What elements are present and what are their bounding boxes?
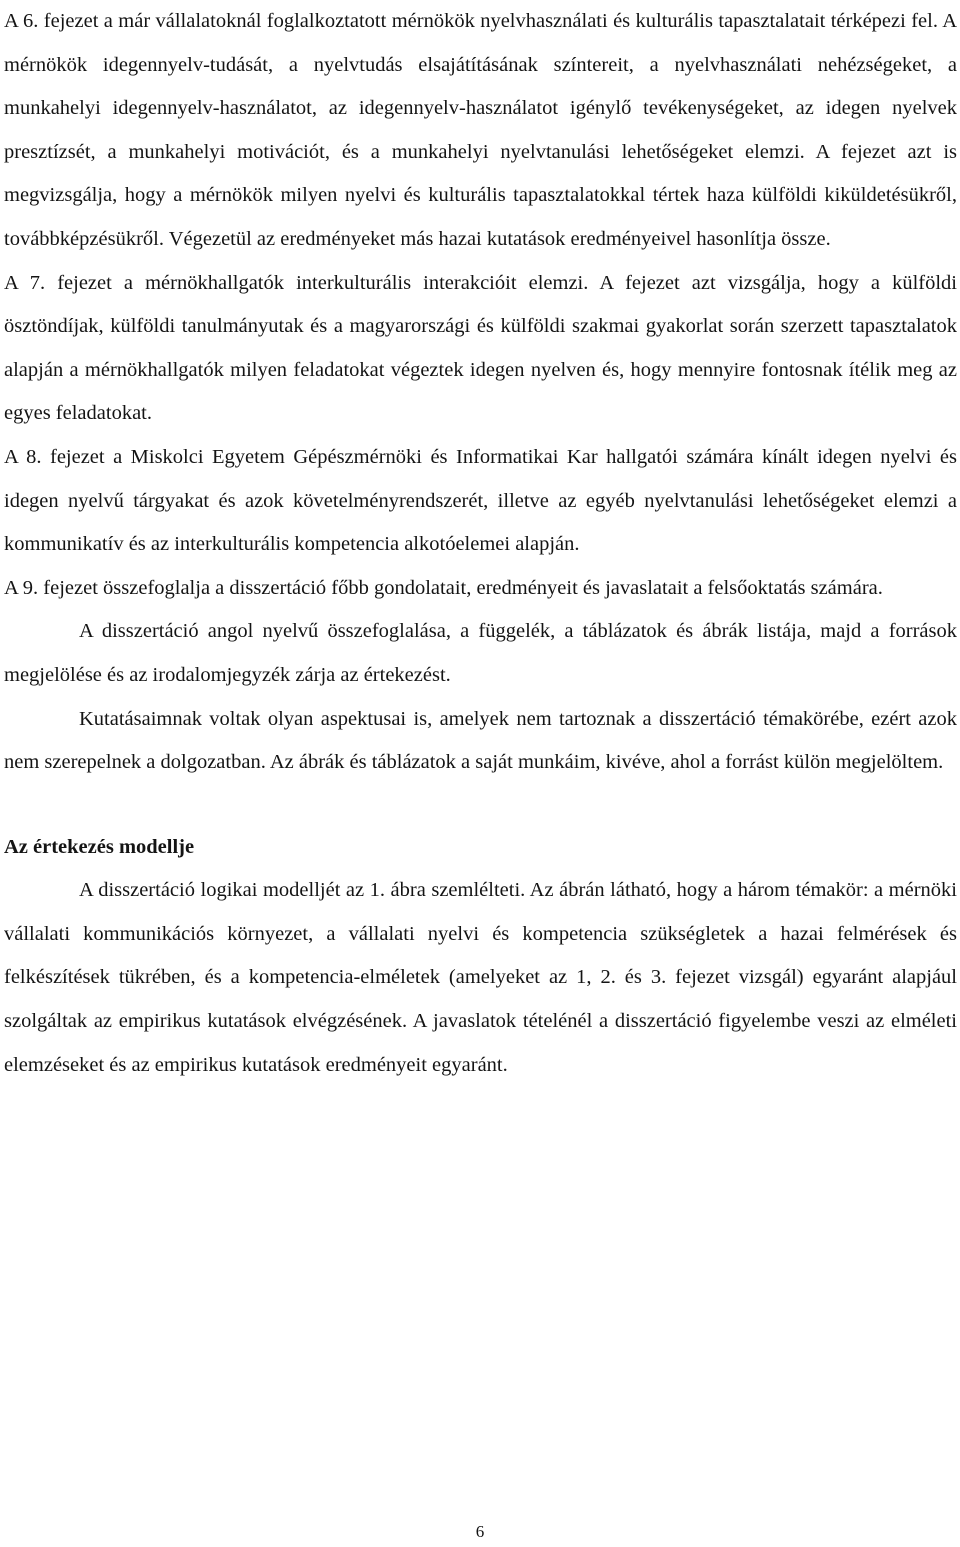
paragraph-chapter-7: A 7. fejezet a mérnökhallgatók interkulturális interakcióit elemzi. A fejezet azt vizsgálja, hogy a külföldi ösztöndíjak, külföldi tanulmányutak és a magyarországi és külföldi szakmai gyakorlat során szerzett tapasztalatok alapján a mérnökhallgatók milyen feladatokat végeztek idegen nyelven és, hogy mennyire fontosnak ítélik meg az egyes feladatokat. [4, 271, 957, 425]
paragraph-appendix: A disszertáció angol nyelvű összefoglalása, a függelék, a táblázatok és ábrák listája, majd a források megjelölése és az irodalomjegyzék zárja az értekezést. [4, 620, 957, 686]
paragraph-chapter-8: A 8. fejezet a Miskolci Egyetem Gépészmérnöki és Informatikai Kar hallgatói számára kínált idegen nyelvi és idegen nyelvű tárgyakat és azok követelményrendszerét, illetve az egyéb nyelvtanulási lehetőségeket elemzi a kommunikatív és az interkulturális kompetencia alkotóelemei alapján. [4, 445, 957, 556]
paragraph-chapter-9: A 9. fejezet összefoglalja a disszertáció főbb gondolatait, eredményeit és javaslatait a felsőoktatás számára. [4, 576, 883, 599]
section-heading: Az értekezés modellje [4, 835, 195, 858]
paragraph-model: A disszertáció logikai modelljét az 1. ábra szemlélteti. Az ábrán látható, hogy a három témakör: a mérnöki vállalati kommunikációs környezet, a vállalati nyelvi és kompetencia szükségletek a hazai felmérések és felkészítések tükrében, és a kompetencia-elméletek (amelyeket az 1, 2. és 3. fejezet vizsgál) egyaránt alapjául szolgáltak az empirikus kutatások elvégzésének. A javaslatok tételénél a disszertáció figyelembe veszi az elméleti elemzéseket és az empirikus kutatások eredményeit egyaránt. [4, 879, 957, 1076]
page-content [4, 0, 957, 1087]
paragraph-aspects: Kutatásaimnak voltak olyan aspektusai is, amelyek nem tartoznak a disszertáció témakörébe, ezért azok nem szerepelnek a dolgozatban. Az ábrák és táblázatok a saját munkáim, kivéve, ahol a forrást külön megjelöltem. [4, 707, 957, 774]
page-number: 6 [475, 1522, 485, 1541]
section-spacer [4, 785, 957, 826]
paragraph-chapter-6: A 6. fejezet a már vállalatoknál foglalkoztatott mérnökök nyelvhasználati és kulturális tapasztalatait térképezi fel. A mérnökök idegennyelv-tudását, a nyelvtudás elsajátításának színtereit, a nyelvhasználati nehézségeket, a munkahelyi idegennyelv-használatot, az idegennyelv-használatot igénylő tevékenységeket, az idegen nyelvek presztízsét, a munkahelyi motivációt, és a munkahelyi nyelvtanulási lehetőségeket elemzi. A fejezet azt is megvizsgálja, hogy a mérnökök milyen nyelvi és kulturális tapasztalatokkal tértek haza külföldi kiküldetésükről, továbbképzésükről. Végezetül az eredményeket más hazai kutatások eredményeivel hasonlítja össze. [4, 10, 957, 250]
